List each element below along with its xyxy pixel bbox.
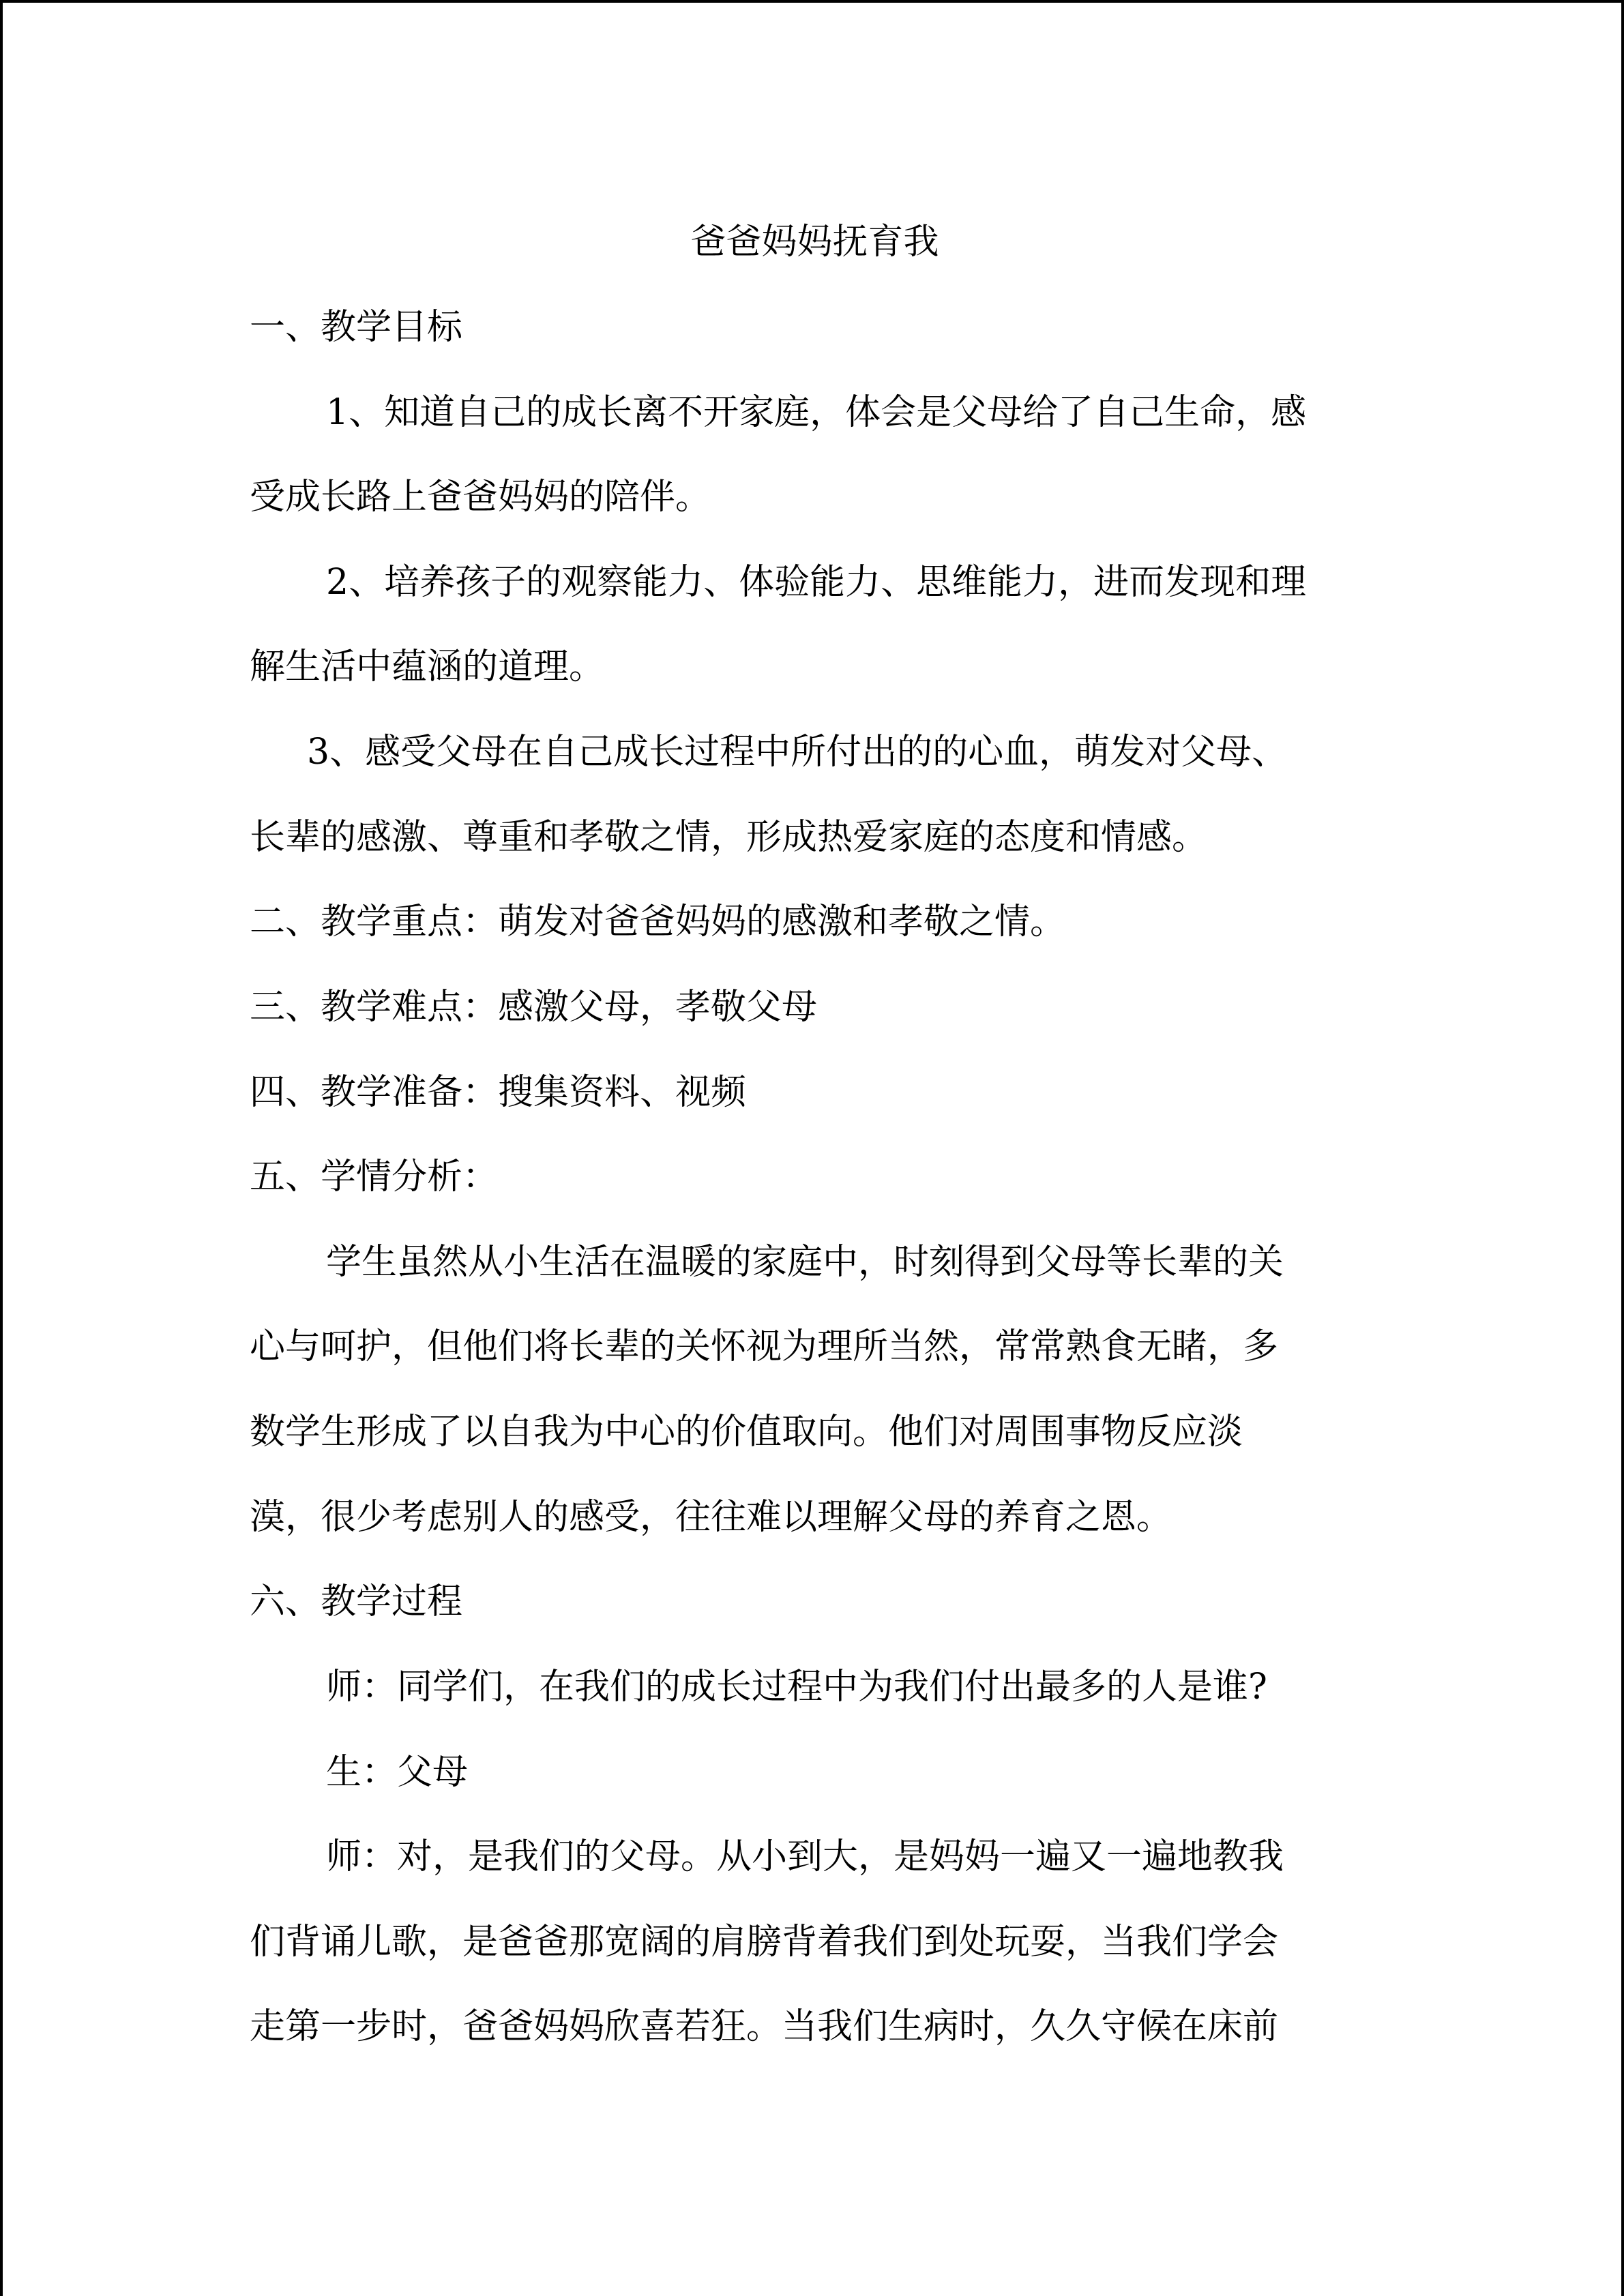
section-heading-key-points: 二、教学重点：萌发对爸爸妈妈的感激和孝敬之情。 xyxy=(250,901,1066,942)
paragraph-line: 漠，很少考虑别人的感受，往往难以理解父母的养育之恩。 xyxy=(250,1497,1172,1538)
paragraph-line: 解生活中蕴涵的道理。 xyxy=(250,646,605,687)
dialogue-line: 生：父母 xyxy=(326,1752,469,1793)
paragraph-line: 2、培养孩子的观察能力、体验能力、思维能力，进而发现和理 xyxy=(326,562,1307,603)
section-heading-preparation: 四、教学准备：搜集资料、视频 xyxy=(250,1072,747,1113)
paragraph-line: 们背诵儿歌，是爸爸那宽阔的肩膀背着我们到处玩耍，当我们学会 xyxy=(250,1922,1279,1963)
section-heading-objectives: 一、教学目标 xyxy=(250,307,463,348)
section-heading-difficulties: 三、教学难点：感激父母，孝敬父母 xyxy=(250,987,818,1028)
section-heading-analysis: 五、学情分析： xyxy=(250,1157,499,1197)
section-heading-process: 六、教学过程 xyxy=(250,1581,463,1622)
document-title: 爸爸妈妈抚育我 xyxy=(690,222,939,263)
paragraph-line: 长辈的感激、尊重和孝敬之情，形成热爱家庭的态度和情感。 xyxy=(250,817,1208,858)
paragraph-line: 受成长路上爸爸妈妈的陪伴。 xyxy=(250,477,711,518)
paragraph-line: 3、感受父母在自己成长过程中所付出的的心血，萌发对父母、 xyxy=(307,732,1288,773)
dialogue-line: 师：对，是我们的父母。从小到大，是妈妈一遍又一遍地教我 xyxy=(326,1836,1284,1877)
paragraph-line: 走第一步时，爸爸妈妈欣喜若狂。当我们生病时，久久守候在床前 xyxy=(250,2006,1279,2047)
paragraph-line: 1、知道自己的成长离不开家庭，体会是父母给了自己生命，感 xyxy=(326,392,1307,433)
dialogue-line: 师：同学们，在我们的成长过程中为我们付出最多的人是谁? xyxy=(326,1667,1267,1708)
paragraph-line: 数学生形成了以自我为中心的价值取向。他们对周围事物反应淡 xyxy=(250,1412,1243,1452)
paragraph-line: 心与呵护，但他们将长辈的关怀视为理所当然，常常熟食无睹，多 xyxy=(250,1326,1279,1367)
paragraph-line: 学生虽然从小生活在温暖的家庭中，时刻得到父母等长辈的关 xyxy=(326,1242,1284,1283)
